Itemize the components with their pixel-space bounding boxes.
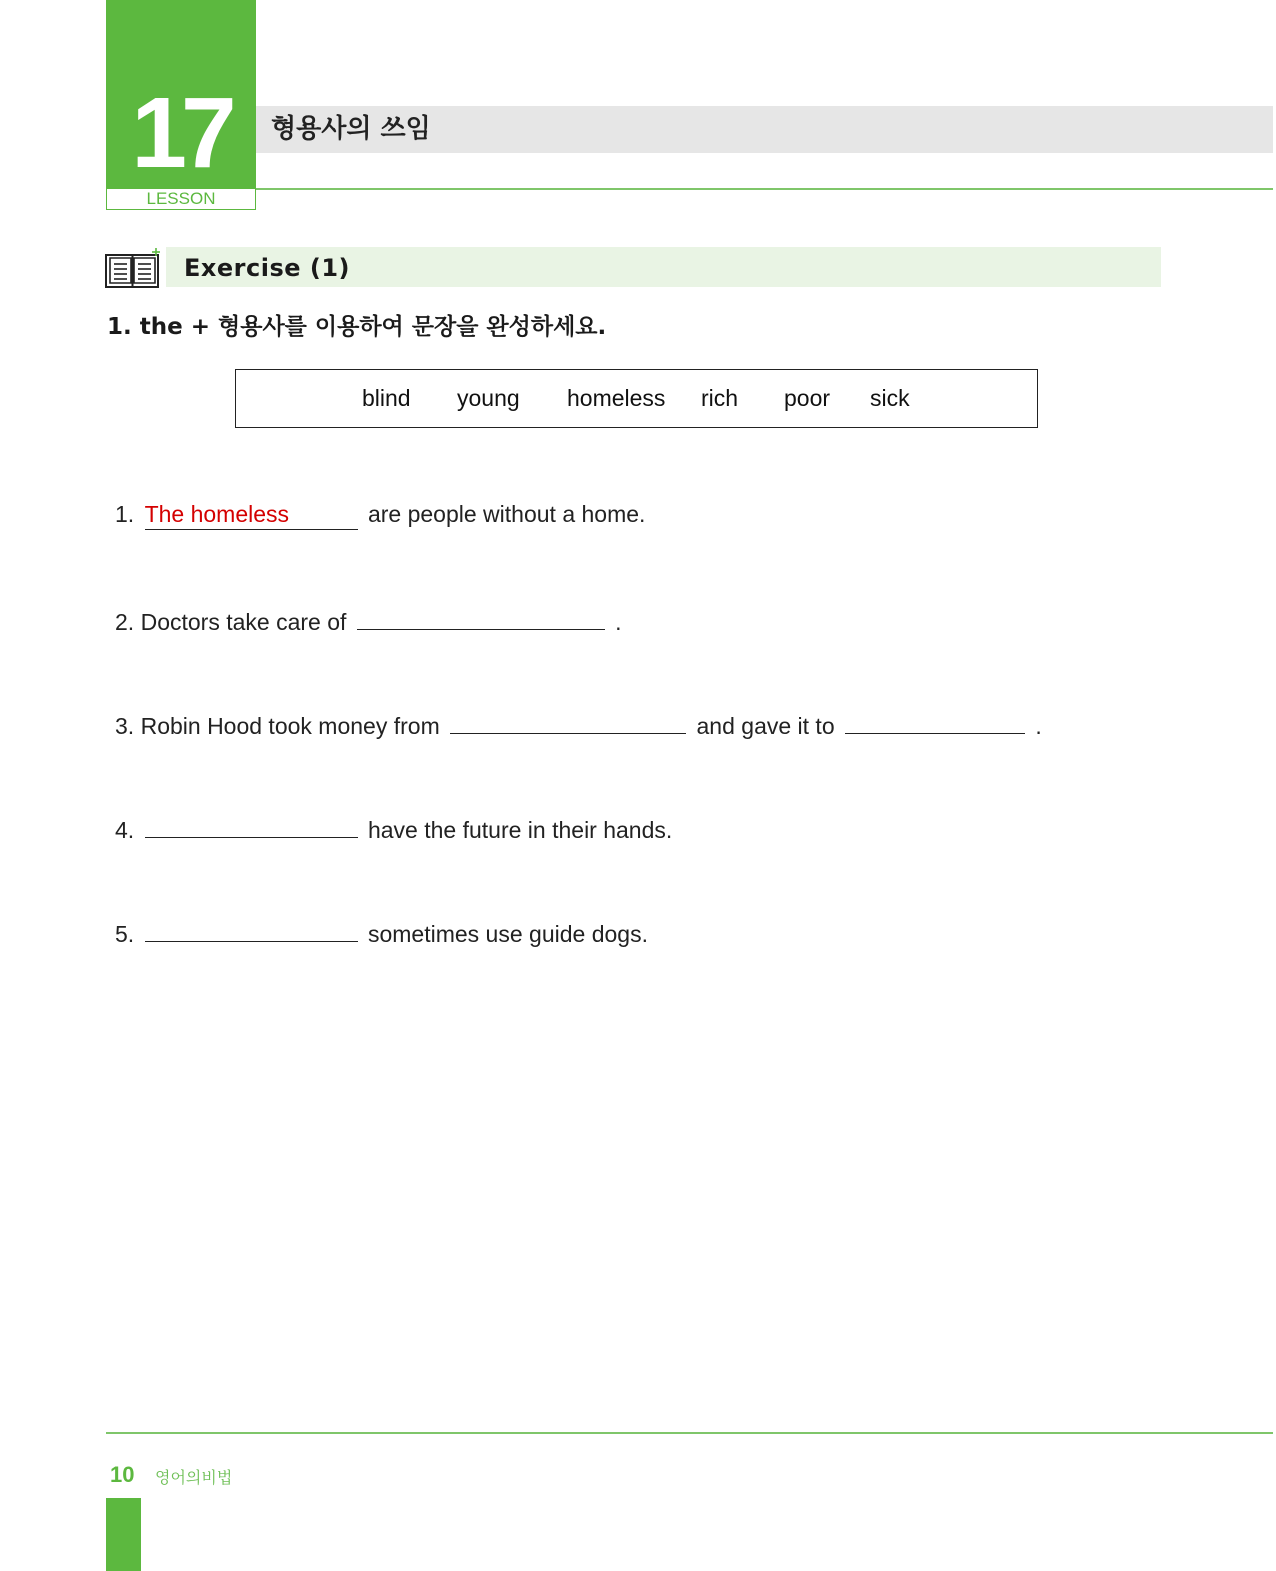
question-text: have the future in their hands.: [367, 817, 673, 843]
answer-blank[interactable]: [145, 811, 358, 838]
question-text: Doctors take care of: [140, 609, 347, 635]
lesson-label: LESSON: [146, 189, 216, 208]
lesson-title-bar: [256, 106, 1273, 153]
exercise-title: Exercise (1): [184, 254, 350, 282]
answer-blank[interactable]: [145, 915, 358, 942]
open-book-icon: [104, 246, 162, 290]
lesson-number: 17: [131, 77, 231, 189]
book-title: 영어의비법: [155, 1468, 233, 1487]
question-number: 2.: [115, 609, 135, 635]
answer-blank[interactable]: [357, 603, 605, 630]
footer-tab: [106, 1498, 141, 1571]
question-number: 1.: [115, 501, 135, 527]
lesson-label-box: [106, 189, 256, 210]
exercise-instruction: 1. the + 형용사를 이용하여 문장을 완성하세요.: [107, 314, 607, 340]
question-3: [115, 707, 1042, 741]
question-5: [115, 915, 648, 949]
answer-blank[interactable]: [845, 707, 1025, 734]
question-text: are people without a home.: [367, 501, 646, 527]
question-text: .: [1035, 713, 1042, 739]
question-4: [115, 811, 672, 845]
question-number: 4.: [115, 817, 135, 843]
word-bank-item: rich: [701, 385, 739, 411]
question-text: .: [615, 609, 622, 635]
word-bank-item: blind: [362, 385, 411, 411]
question-text: sometimes use guide dogs.: [367, 921, 648, 947]
question-number: 5.: [115, 921, 135, 947]
answer-blank[interactable]: [450, 707, 686, 734]
question-text: and gave it to: [696, 713, 835, 739]
footer-divider: [106, 1432, 1273, 1434]
word-bank-item: homeless: [567, 385, 666, 411]
word-bank-item: poor: [784, 385, 831, 411]
lesson-number-block: [106, 0, 256, 190]
question-2: [115, 603, 622, 637]
exercise-header-bar: [166, 247, 1161, 287]
answer-field[interactable]: The homeless: [145, 499, 358, 530]
lesson-title: 형용사의 쓰임: [271, 114, 431, 144]
question-number: 3.: [115, 713, 135, 739]
page-number: 10: [110, 1462, 135, 1487]
title-divider: [256, 188, 1273, 190]
question-1: [115, 499, 645, 530]
word-bank: [235, 369, 1038, 428]
question-text: Robin Hood took money from: [140, 713, 440, 739]
word-bank-item: young: [457, 385, 520, 411]
word-bank-item: sick: [870, 385, 910, 411]
